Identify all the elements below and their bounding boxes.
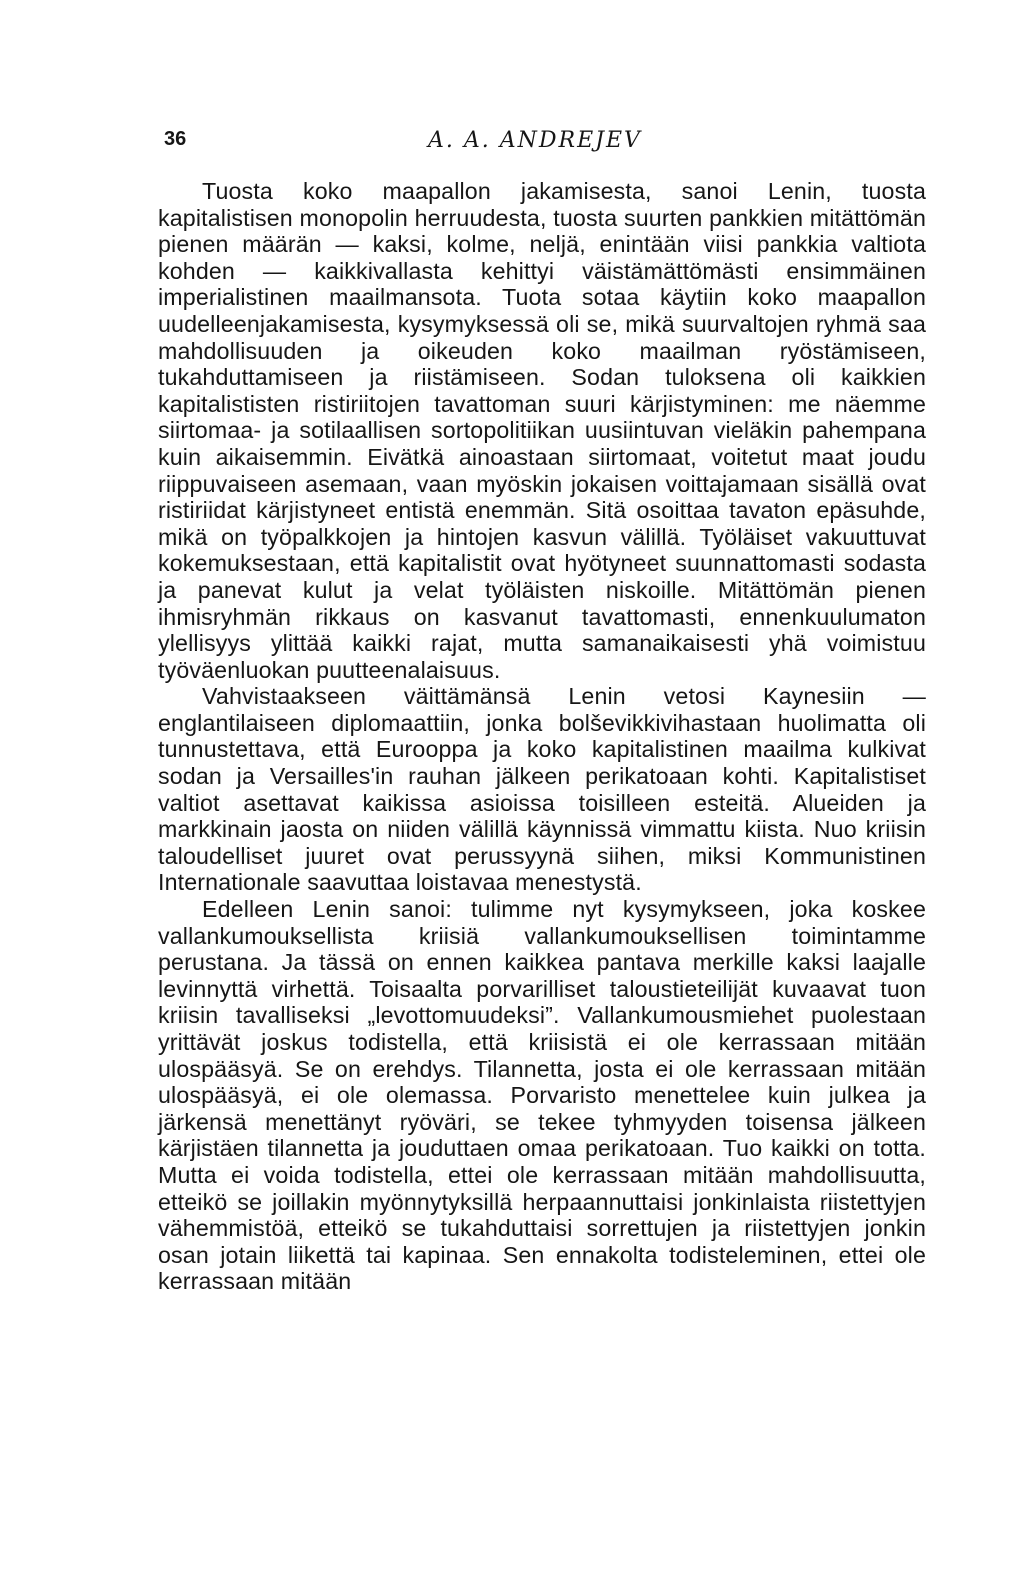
paragraph: Edelleen Lenin sanoi: tulimme nyt kysymykseen, joka koskee vallankumouksellista kriisiä vallankumouksellisen toimintamme perustana. Ja tässä on ennen kaikkea pantava merkille kaksi laajalle levinnyttä virhettä. Toisaalta porvarilliset taloustieteilijät kuvaavat tuon kriisin tavalliseksi „levottomuudeksi”. Vallankumousmiehet puolestaan yrittävät joskus todistella, että kriisistä ei ole kerrassaan mitään ulospääsyä. Se on erehdys. Tilannetta, josta ei ole kerrassaan mitään ulospääsyä, ei ole olemassa. Porvaristo menettelee kuin julkea ja järkensä menettänyt ryöväri, se tekee tyhmyyden toisensa jälkeen kärjistäen tilannetta ja jouduttaen omaa perikatoaan. Tuo kaikki on totta. Mutta ei voida todistella, ettei ole kerrassaan mitään mahdollisuutta, etteikö se joillakin myönnytyksillä herpaannuttaisi jonkinlaista riistettyjen vähemmistöä, etteikö se tukahduttaisi sorrettujen ja riistettyjen jonkin osan jotain liikettä tai kapinaa. Sen ennakolta todisteleminen, ettei ole kerrassaan mitään (158, 896, 926, 1295)
page-number: 36 (164, 128, 187, 150)
book-page (158, 128, 926, 1295)
paragraph: Tuosta koko maapallon jakamisesta, sanoi Lenin, tuosta kapitalistisen monopolin herruudesta, tuosta suurten pankkien mitättömän pienen määrän — kaksi, kolme, neljä, enintään viisi pankkia valtiota kohden — kaikkivallasta kehittyi väistämättömästi ensimmäinen imperialistinen maailmansota. Tuota sotaa käytiin koko maapallon uudelleenjakamisesta, kysymyksessä oli se, mikä suurvaltojen ryhmä saa mahdollisuuden ja oikeuden koko maailman ryöstämiseen, tukahduttamiseen ja riistämiseen. Sodan tuloksena oli kaikkien kapitalististen ristiriitojen tavattoman suuri kärjistyminen: me näemme siirtomaa- ja sotilaallisen sortopolitiikan uusiintuvan vieläkin pahempana kuin aikaisemmin. Eivätkä ainoastaan siirtomaat, voitetut maat joudu riippuvaiseen asemaan, vaan myöskin jokaisen voittajamaan sisällä ovat ristiriidat kärjistyneet entistä enemmän. Sitä osoittaa tavaton epäsuhde, mikä on työpalkkojen ja hintojen kasvun välillä. Työläiset vakuuttuvat kokemuksestaan, että kapitalistit ovat hyötyneet suunnattomasti sodasta ja panevat kulut ja velat työläisten niskoille. Mitättömän pienen ihmisryhmän rikkaus on kasvanut tavattomasti, ennenkuulumaton ylellisyys ylittää kaikki rajat, mutta samanaikaisesti yhä voimistuu työväenluokan puutteenalaisuus. (158, 178, 926, 683)
running-header (158, 128, 926, 168)
paragraph: Vahvistaakseen väittämänsä Lenin vetosi Kaynesiin — englantilaiseen diplomaattiin, jonka bolševikkivihastaan huolimatta oli tunnustettava, että Eurooppa ja koko kapitalistinen maailma kulkivat sodan ja Versailles'in rauhan jälkeen perikatoaan kohti. Kapitalistiset valtiot asettavat kaikissa asioissa toisilleen esteitä. Alueiden ja markkinain jaosta on niiden välillä käynnissä vimmattu kiista. Nuo kriisin taloudelliset juuret ovat perussyynä siihen, miksi Kommunistinen Internationale saavuttaa loistavaa menestystä. (158, 683, 926, 896)
body-text (158, 178, 926, 1295)
running-title: A. A. ANDREJEV (428, 128, 642, 153)
